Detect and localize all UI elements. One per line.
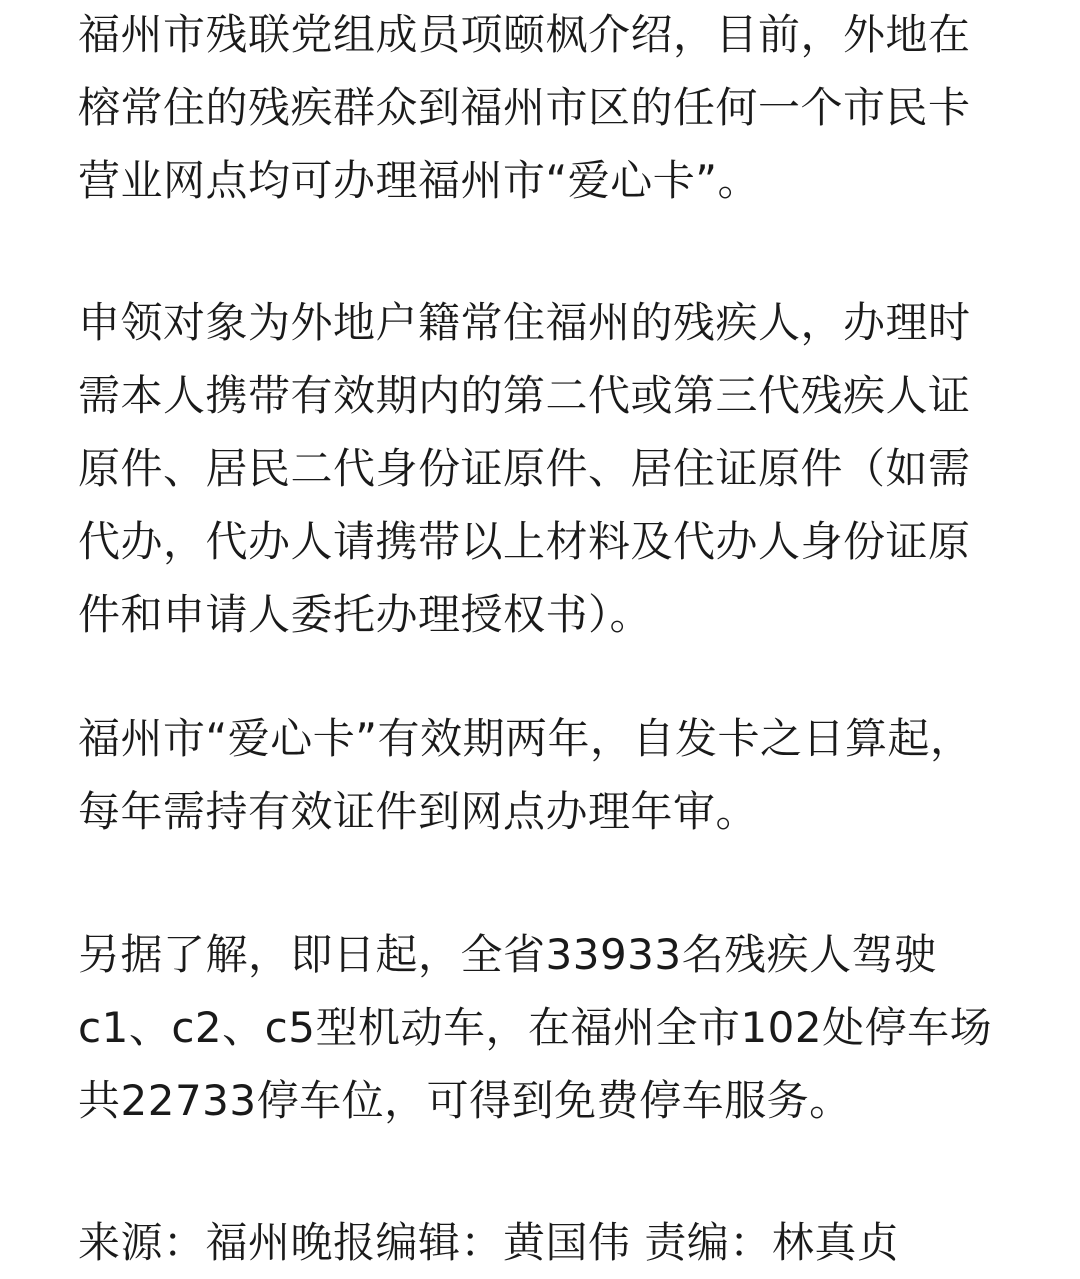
text-line: 共22733停车位，可得到免费停车服务。 [78,1076,852,1125]
paragraph-validity [78,702,1008,848]
text-line: 件和申请人委托办理授权书）。 [78,590,653,639]
paragraph-parking [78,918,1008,1137]
text-line: 代办，代办人请携带以上材料及代办人身份证原 [78,517,971,566]
text-line: 需本人携带有效期内的第二代或第三代残疾人证 [78,371,971,420]
text-line: 申领对象为外地户籍常住福州的残疾人，办理时 [78,298,971,347]
source-credit-line: 来源：福州晚报编辑：黄国伟 责编：林真贞 [78,1218,900,1267]
text-line: 另据了解，即日起，全省33933名残疾人驾驶 [78,930,937,979]
text-line: 福州市“爱心卡”有效期两年，自发卡之日算起， [78,714,973,763]
paragraph-eligibility [78,286,1008,651]
text-line: 榕常住的残疾群众到福州市区的任何一个市民卡 [78,83,971,132]
text-line: 每年需持有效证件到网点办理年审。 [78,787,759,836]
text-line: 原件、居民二代身份证原件、居住证原件（如需 [78,444,971,493]
paragraph-intro [78,0,1008,217]
text-line: 营业网点均可办理福州市“爱心卡”。 [78,156,761,205]
paragraph-source [78,1206,1008,1279]
text-line: c1、c2、c5型机动车，在福州全市102处停车场 [78,1003,993,1052]
text-line: 福州市残联党组成员项颐枫介绍，目前，外地在 [78,10,971,59]
